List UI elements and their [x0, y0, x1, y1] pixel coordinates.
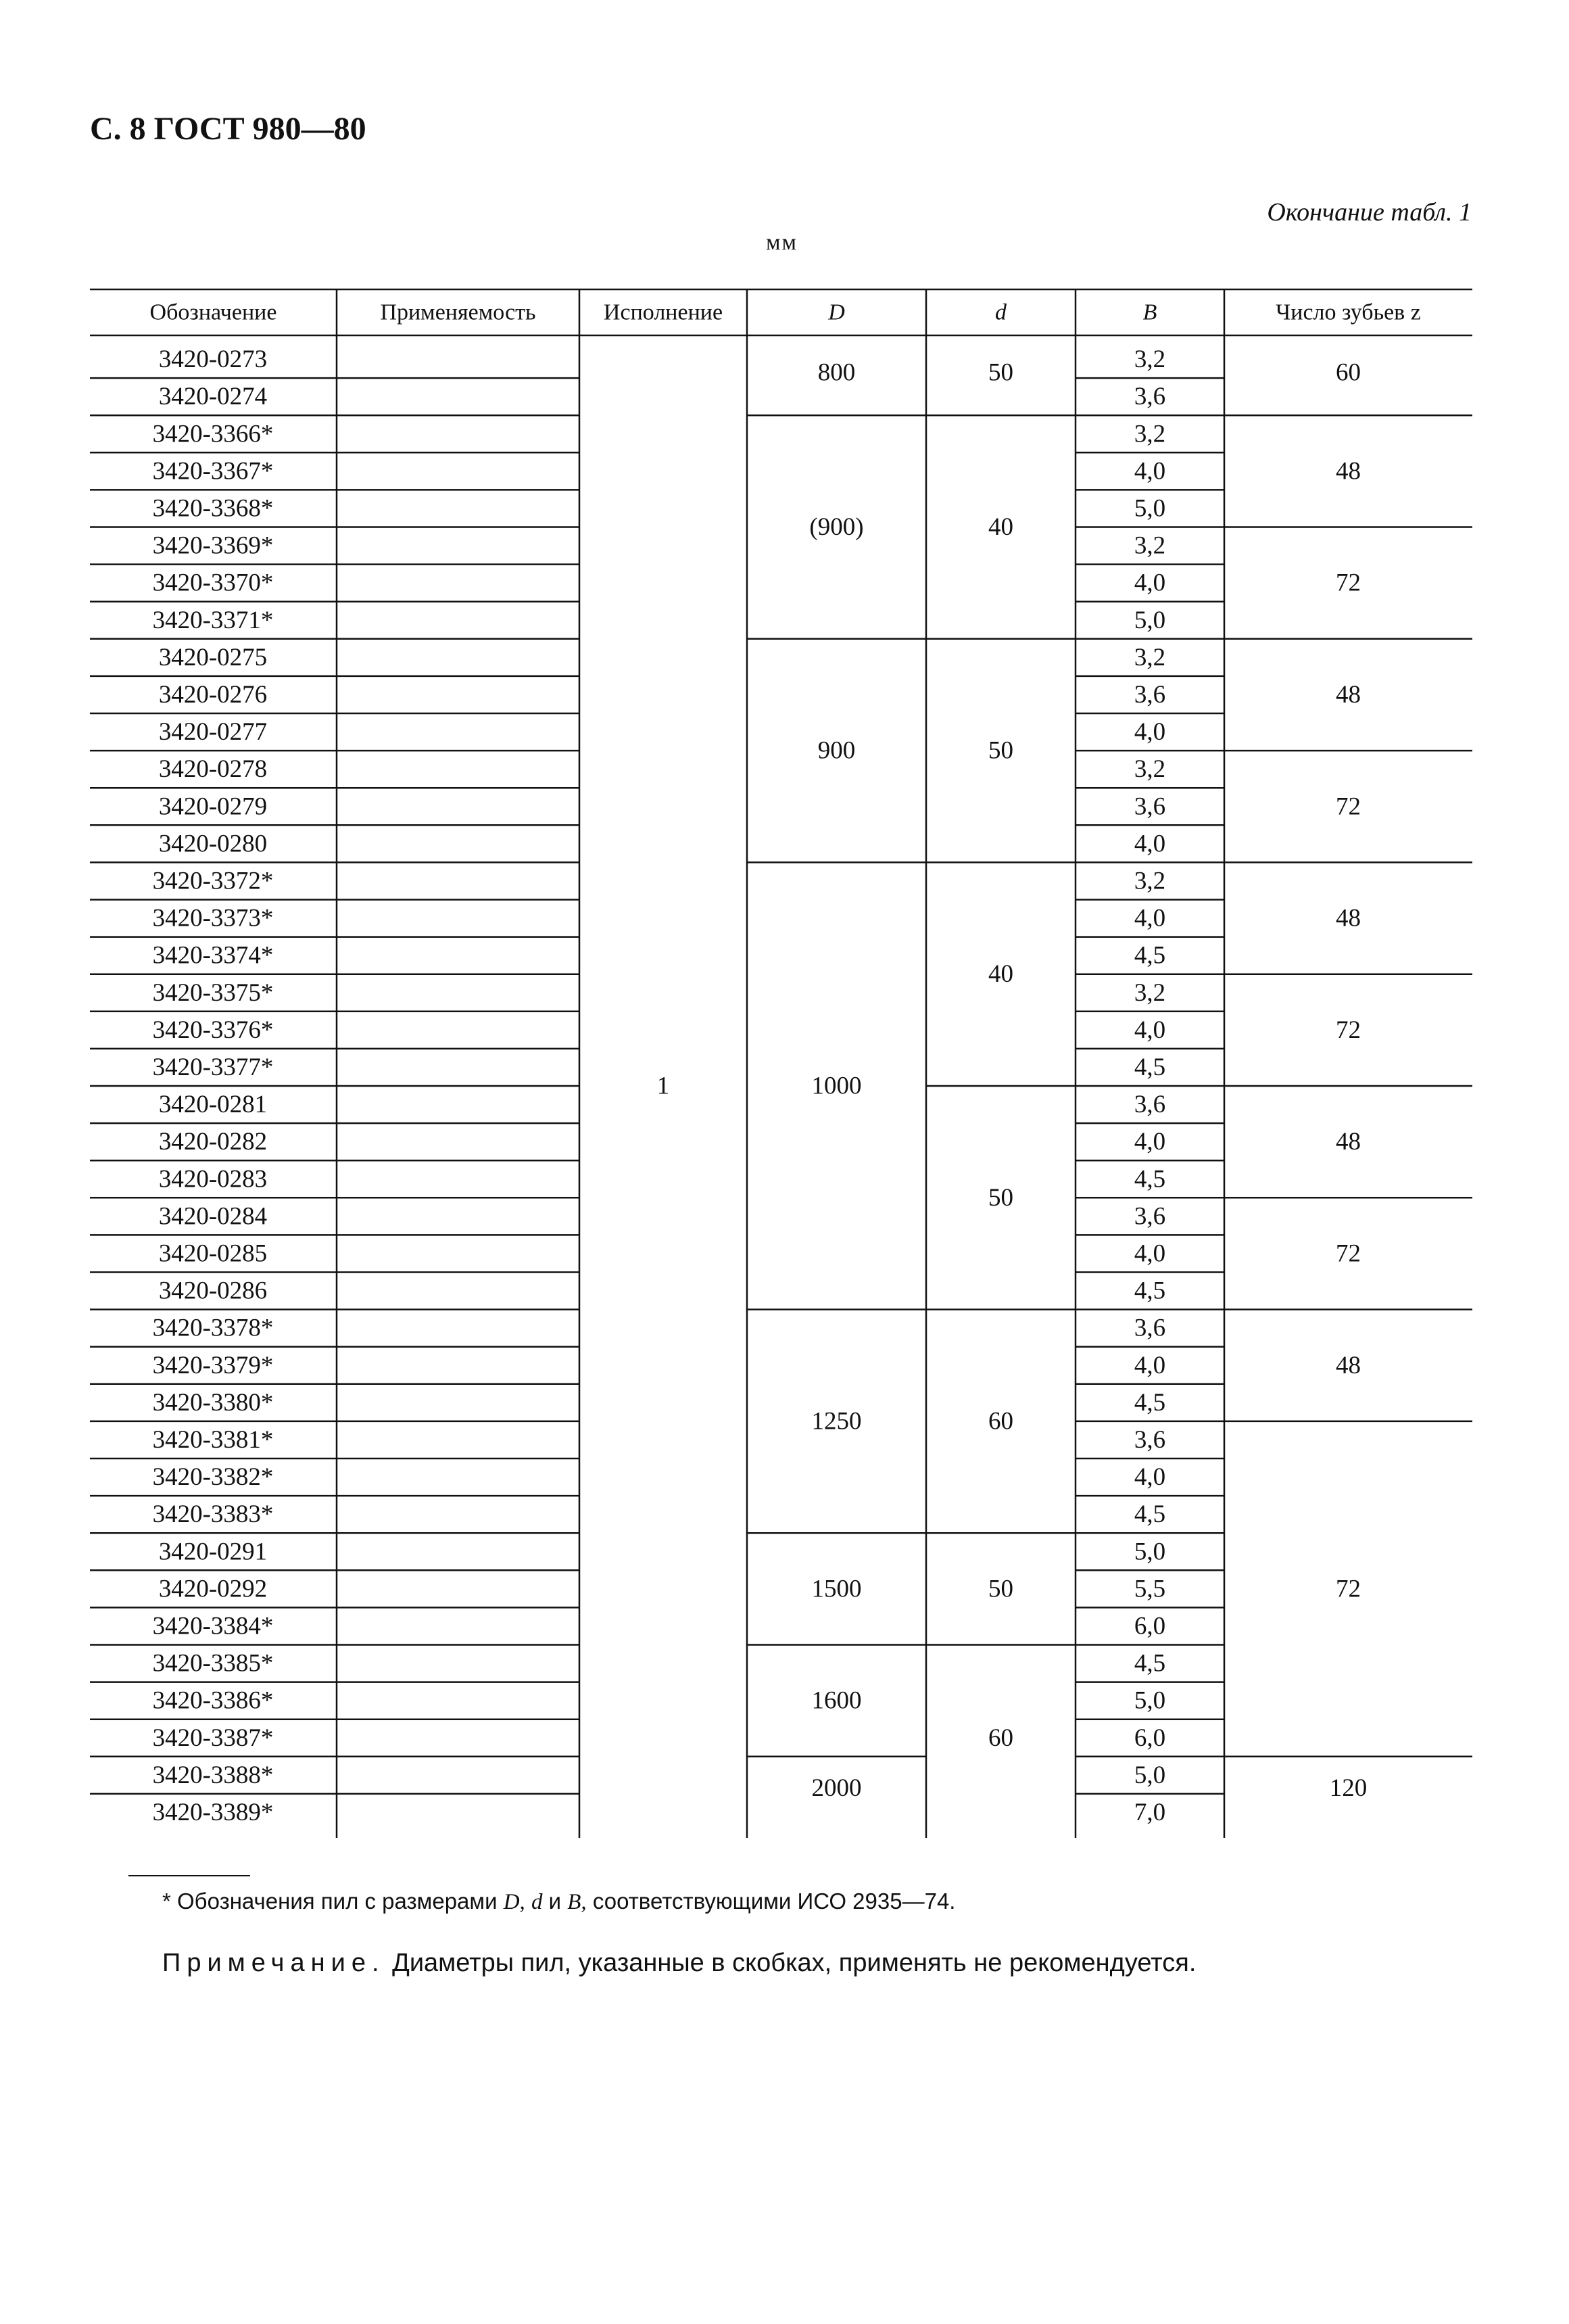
teeth-z-cell: 72: [1336, 1016, 1361, 1044]
execution-cell: 1: [656, 1072, 670, 1100]
b-value-cell: 4,5: [1134, 1277, 1166, 1305]
designation-cell: 3420-3386*: [152, 1686, 274, 1715]
column-header: Число зубьев z: [1276, 300, 1421, 325]
b-value-cell: 4,5: [1134, 941, 1166, 970]
designation-cell: 3420-3385*: [152, 1649, 274, 1678]
b-value-cell: 3,2: [1134, 346, 1166, 374]
column-header: Обозначение: [149, 300, 277, 325]
b-value-cell: 3,6: [1134, 680, 1166, 709]
b-value-cell: 6,0: [1134, 1724, 1166, 1752]
designation-cell: 3420-0280: [158, 830, 268, 858]
b-value-cell: 3,6: [1134, 1314, 1166, 1342]
teeth-z-cell: 72: [1336, 1575, 1361, 1603]
column-header: B: [1142, 300, 1157, 325]
b-value-cell: 3,6: [1134, 1202, 1166, 1231]
footnote-rule: [128, 1875, 250, 1876]
designation-cell: 3420-3389*: [152, 1798, 274, 1826]
diameter-D-cell: 1600: [811, 1686, 862, 1715]
b-value-cell: 7,0: [1134, 1798, 1166, 1826]
designation-cell: 3420-3384*: [152, 1612, 274, 1640]
b-value-cell: 3,2: [1134, 978, 1166, 1007]
footnote-var-D: D,: [503, 1890, 525, 1914]
designation-cell: 3420-3374*: [152, 941, 274, 970]
designation-cell: 3420-0292: [158, 1575, 268, 1603]
b-value-cell: 3,2: [1134, 420, 1166, 448]
b-value-cell: 5,0: [1134, 1761, 1166, 1789]
b-value-cell: 4,0: [1134, 1239, 1166, 1268]
column-header: Исполнение: [603, 300, 723, 325]
diameter-D-cell: 1500: [811, 1575, 862, 1603]
designation-cell: 3420-3375*: [152, 978, 274, 1007]
b-value-cell: 4,0: [1134, 1016, 1166, 1044]
designation-cell: 3420-0285: [158, 1239, 268, 1268]
bore-d-cell: 60: [988, 1407, 1013, 1436]
b-value-cell: 4,0: [1134, 569, 1166, 597]
page-header: С. 8 ГОСТ 980—80: [90, 111, 366, 147]
bore-d-cell: 50: [988, 1183, 1013, 1212]
designation-cell: 3420-3377*: [152, 1053, 274, 1081]
footnote-prefix: Обозначения пил с размерами: [177, 1889, 498, 1914]
teeth-z-cell: 72: [1336, 569, 1361, 597]
designation-cell: 3420-0291: [158, 1538, 268, 1566]
teeth-z-cell: 48: [1336, 680, 1361, 709]
designation-cell: 3420-3371*: [152, 606, 274, 634]
column-header: d: [995, 300, 1007, 325]
designation-cell: 3420-3387*: [152, 1724, 274, 1752]
bore-d-cell: 50: [988, 1575, 1013, 1603]
b-value-cell: 4,0: [1134, 457, 1166, 485]
designation-cell: 3420-0274: [158, 383, 268, 411]
footnote: [162, 1889, 955, 1915]
bore-d-cell: 50: [988, 358, 1013, 387]
teeth-z-cell: 72: [1336, 792, 1361, 821]
designation-cell: 3420-0279: [158, 792, 268, 821]
footnote-suffix: соответствующими ИСО 2935—74.: [592, 1889, 956, 1914]
column-header: Применяемость: [380, 300, 536, 325]
teeth-z-cell: 48: [1336, 1351, 1361, 1379]
b-value-cell: 4,0: [1134, 718, 1166, 746]
b-value-cell: 5,0: [1134, 494, 1166, 523]
diameter-D-cell: 2000: [811, 1774, 862, 1803]
designation-cell: 3420-3366*: [152, 420, 274, 448]
b-value-cell: 4,5: [1134, 1500, 1166, 1529]
diameter-D-cell: (900): [809, 513, 864, 541]
designation-cell: 3420-3388*: [152, 1761, 274, 1789]
specification-table: [90, 287, 1472, 1839]
designation-cell: 3420-0273: [158, 346, 268, 374]
b-value-cell: 3,6: [1134, 1425, 1166, 1454]
footnote-var-d: d: [531, 1890, 543, 1914]
b-value-cell: 5,0: [1134, 1686, 1166, 1715]
teeth-z-cell: 48: [1336, 904, 1361, 932]
teeth-z-cell: 48: [1336, 1128, 1361, 1156]
designation-cell: 3420-3381*: [152, 1425, 274, 1454]
b-value-cell: 4,5: [1134, 1649, 1166, 1678]
designation-cell: 3420-3370*: [152, 569, 274, 597]
designation-cell: 3420-0283: [158, 1165, 268, 1193]
designation-cell: 3420-3372*: [152, 867, 274, 895]
teeth-z-cell: 72: [1336, 1239, 1361, 1268]
designation-cell: 3420-3373*: [152, 904, 274, 932]
b-value-cell: 4,0: [1134, 904, 1166, 932]
designation-cell: 3420-3383*: [152, 1500, 274, 1529]
b-value-cell: 3,6: [1134, 1091, 1166, 1119]
b-value-cell: 4,0: [1134, 1351, 1166, 1379]
b-value-cell: 3,2: [1134, 531, 1166, 560]
b-value-cell: 4,5: [1134, 1165, 1166, 1193]
bore-d-cell: 50: [988, 736, 1013, 765]
b-value-cell: 3,2: [1134, 643, 1166, 671]
designation-cell: 3420-3376*: [152, 1016, 274, 1044]
b-value-cell: 6,0: [1134, 1612, 1166, 1640]
note: [162, 1949, 1196, 1978]
units-label: мм: [766, 230, 798, 255]
b-value-cell: 3,2: [1134, 867, 1166, 895]
diameter-D-cell: 800: [817, 358, 856, 387]
diameter-D-cell: 1250: [811, 1407, 862, 1436]
designation-cell: 3420-3368*: [152, 494, 274, 523]
note-label: Примечание.: [162, 1949, 385, 1977]
footnote-and: и: [548, 1889, 562, 1914]
designation-cell: 3420-3378*: [152, 1314, 274, 1342]
teeth-z-cell: 120: [1329, 1774, 1368, 1803]
bore-d-cell: 40: [988, 513, 1013, 541]
designation-cell: 3420-0275: [158, 643, 268, 671]
b-value-cell: 5,5: [1134, 1575, 1166, 1603]
designation-cell: 3420-0278: [158, 755, 268, 784]
table-caption: Окончание табл. 1: [1267, 198, 1472, 227]
designation-cell: 3420-0277: [158, 718, 268, 746]
designation-cell: 3420-0281: [158, 1091, 268, 1119]
bore-d-cell: 60: [988, 1724, 1013, 1752]
column-header: D: [828, 300, 845, 325]
b-value-cell: 4,0: [1134, 830, 1166, 858]
designation-cell: 3420-0282: [158, 1128, 268, 1156]
b-value-cell: 3,6: [1134, 792, 1166, 821]
b-value-cell: 4,5: [1134, 1053, 1166, 1081]
designation-cell: 3420-3367*: [152, 457, 274, 485]
teeth-z-cell: 60: [1336, 358, 1361, 387]
diameter-D-cell: 900: [817, 736, 856, 765]
designation-cell: 3420-3369*: [152, 531, 274, 560]
footnote-var-B: B,: [567, 1890, 587, 1914]
diameter-D-cell: 1000: [811, 1072, 862, 1100]
b-value-cell: 4,0: [1134, 1463, 1166, 1492]
designation-cell: 3420-0286: [158, 1277, 268, 1305]
b-value-cell: 3,2: [1134, 755, 1166, 784]
b-value-cell: 4,5: [1134, 1388, 1166, 1417]
b-value-cell: 3,6: [1134, 383, 1166, 411]
designation-cell: 3420-3382*: [152, 1463, 274, 1492]
b-value-cell: 5,0: [1134, 606, 1166, 634]
designation-cell: 3420-3379*: [152, 1351, 274, 1379]
designation-cell: 3420-0276: [158, 680, 268, 709]
note-text: Диаметры пил, указанные в скобках, применять не рекомендуется.: [392, 1949, 1197, 1977]
designation-cell: 3420-3380*: [152, 1388, 274, 1417]
designation-cell: 3420-0284: [158, 1202, 268, 1231]
bore-d-cell: 40: [988, 960, 1013, 989]
b-value-cell: 4,0: [1134, 1128, 1166, 1156]
b-value-cell: 5,0: [1134, 1538, 1166, 1566]
teeth-z-cell: 48: [1336, 457, 1361, 485]
footnote-star: *: [162, 1889, 171, 1914]
